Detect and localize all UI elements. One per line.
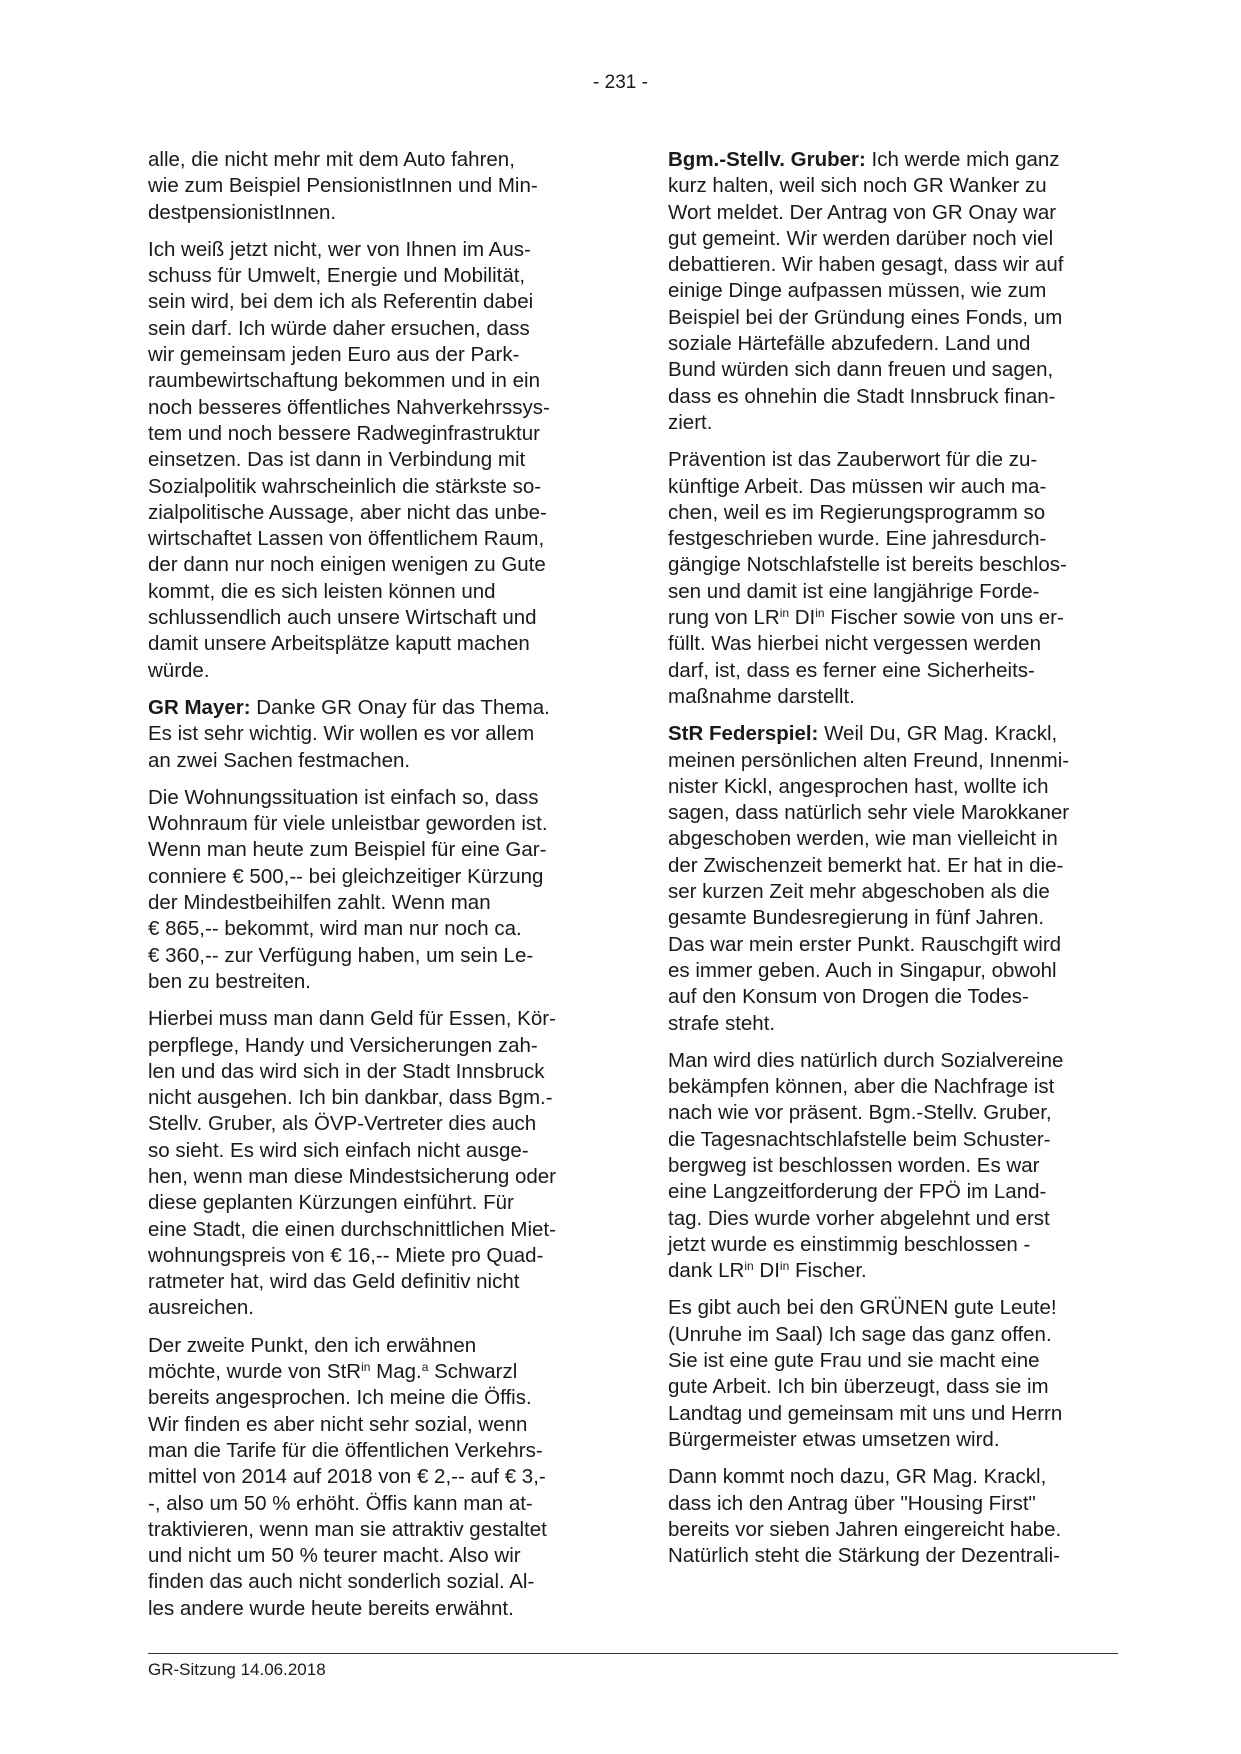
paragraph	[668, 1464, 1116, 1569]
text-line: wir gemeinsam jeden Euro aus der Park-	[148, 343, 520, 367]
text-line: bergweg ist beschlossen worden. Es war	[668, 1153, 1040, 1177]
text-line: sen und damit ist eine langjährige Forde-	[668, 579, 1040, 603]
text-line: möchte, wurde von StR$^{in}$ Mag.$^a$ Schwarzl	[148, 1360, 518, 1384]
text-line: tem und noch bessere Radweginfrastruktur	[148, 421, 540, 445]
paragraph	[668, 1295, 1116, 1453]
text-line: schuss für Umwelt, Energie und Mobilität,	[148, 264, 526, 288]
text-line: raumbewirtschaftung bekommen und in ein	[148, 369, 540, 393]
footer-session-date: GR-Sitzung 14.06.2018	[148, 1660, 326, 1679]
paragraph	[668, 447, 1116, 710]
text-line: ziert.	[668, 410, 713, 434]
paragraph	[668, 721, 1116, 1037]
text-line: gängige Notschlafstelle ist bereits beschlos-	[668, 553, 1067, 577]
paragraph	[148, 147, 596, 226]
text-line: sein wird, bei dem ich als Referentin dabei	[148, 290, 534, 314]
paragraph	[668, 147, 1116, 436]
text-line: destpensionistInnen.	[148, 200, 337, 224]
text-line: rung von $LR^{in}$ $DI^{in}$ Fischer sowie von uns er-	[668, 606, 1064, 630]
text-line: zialpolitische Aussage, aber nicht das unbe-	[148, 500, 547, 524]
text-line: wirtschaftet Lassen von öffentlichem Raum,	[148, 527, 545, 551]
text-line: strafe steht.	[668, 1011, 776, 1035]
text-line: les andere wurde heute bereits erwähnt.	[148, 1596, 514, 1620]
text-line: mittel von 2014 auf 2018 von € 2,-- auf € 3,-	[148, 1465, 546, 1489]
text-line: Der zweite Punkt, den ich erwähnen	[148, 1333, 477, 1357]
text-line: nach wie vor präsent. Bgm.-Stellv. Gruber,	[668, 1101, 1052, 1125]
text-line: Wohnraum für viele unleistbar geworden ist.	[148, 812, 548, 836]
speaker-name: GR Mayer:	[148, 695, 251, 719]
text-line: Ich weiß jetzt nicht, wer von Ihnen im Aus-	[148, 237, 531, 261]
text-line: Bürgermeister etwas umsetzen wird.	[668, 1427, 1000, 1451]
left-column	[148, 147, 596, 1633]
text-line: dank $LR^{in}$ $DI^{in}$ Fischer.	[668, 1259, 867, 1283]
text-line: eine Stadt, die einen durchschnittlichen Miet-	[148, 1217, 556, 1241]
text-line: hen, wenn man diese Mindestsicherung oder	[148, 1164, 556, 1188]
text-line: dass ich den Antrag über "Housing First"	[668, 1491, 1036, 1515]
paragraph	[148, 1333, 596, 1622]
text-line: ben zu bestreiten.	[148, 969, 311, 993]
footer-divider	[148, 1653, 1118, 1654]
text-line: sagen, dass natürlich sehr viele Marokkaner	[668, 801, 1070, 825]
right-column	[668, 147, 1116, 1580]
text-line: Bund würden sich dann freuen und sagen,	[668, 358, 1054, 382]
text-line: noch besseres öffentliches Nahverkehrssys-	[148, 395, 550, 419]
text-line: -, also um 50 % erhöht. Öffis kann man at-	[148, 1491, 533, 1515]
text-line: der Mindestbeihilfen zahlt. Wenn man	[148, 891, 491, 915]
paragraph	[148, 695, 596, 774]
text-line: Prävention ist das Zauberwort für die zu-	[668, 448, 1038, 472]
text-line: sein darf. Ich würde daher ersuchen, dass	[148, 316, 530, 340]
text-line: Landtag und gemeinsam mit uns und Herrn	[668, 1401, 1063, 1425]
text-line: künftige Arbeit. Das müssen wir auch ma-	[668, 474, 1047, 498]
text-line: eine Langzeitforderung der FPÖ im Land-	[668, 1180, 1047, 1204]
text-line: man die Tarife für die öffentlichen Verkehrs-	[148, 1438, 543, 1462]
text-line: bereits angesprochen. Ich meine die Öffis.	[148, 1386, 532, 1410]
text-line: es immer geben. Auch in Singapur, obwohl	[668, 958, 1057, 982]
text-line: Weil Du, GR Mag. Krackl,	[818, 722, 1058, 746]
speaker-name: Bgm.-Stellv. Gruber:	[668, 148, 866, 171]
text-line: diese geplanten Kürzungen einführt. Für	[148, 1191, 514, 1215]
text-line: finden das auch nicht sonderlich sozial. Al-	[148, 1570, 535, 1594]
text-line: Das war mein erster Punkt. Rauschgift wird	[668, 932, 1062, 956]
text-line: füllt. Was hierbei nicht vergessen werden	[668, 632, 1041, 656]
text-line: debattieren. Wir haben gesagt, dass wir auf	[668, 253, 1064, 277]
text-line: der dann nur noch einigen wenigen zu Gute	[148, 553, 546, 577]
speaker-name: StR Federspiel:	[668, 722, 819, 746]
text-line: gute Arbeit. Ich bin überzeugt, dass sie im	[668, 1375, 1049, 1399]
text-line: schlussendlich auch unsere Wirtschaft und	[148, 606, 537, 630]
text-line: tag. Dies wurde vorher abgelehnt und erst	[668, 1206, 1050, 1230]
text-line: darf, ist, dass es ferner eine Sicherheits-	[668, 658, 1035, 682]
text-line: nicht ausgehen. Ich bin dankbar, dass Bgm.-	[148, 1086, 553, 1110]
text-line: Stellv. Gruber, als ÖVP-Vertreter dies auch	[148, 1112, 537, 1136]
text-line: und nicht um 50 % teurer macht. Also wir	[148, 1544, 521, 1568]
text-line: festgeschrieben wurde. Eine jahresdurch-	[668, 527, 1047, 551]
text-line: soziale Härtefälle abzufedern. Land und	[668, 332, 1031, 356]
text-line: Sie ist eine gute Frau und sie macht eine	[668, 1349, 1040, 1373]
text-line: len und das wird sich in der Stadt Innsbruck	[148, 1059, 545, 1083]
page-number: - 231 -	[593, 72, 648, 93]
text-line: perpflege, Handy und Versicherungen zah-	[148, 1033, 538, 1057]
text-line: einsetzen. Das ist dann in Verbindung mit	[148, 448, 526, 472]
text-line: Hierbei muss man dann Geld für Essen, Kör-	[148, 1007, 556, 1031]
text-line: gut gemeint. Wir werden darüber noch viel	[668, 226, 1054, 250]
paragraph	[148, 785, 596, 995]
text-line: jetzt wurde es einstimmig beschlossen -	[668, 1232, 1031, 1256]
text-line: Danke GR Onay für das Thema.	[250, 695, 550, 719]
text-line: Wort meldet. Der Antrag von GR Onay war	[668, 200, 1057, 224]
text-line: alle, die nicht mehr mit dem Auto fahren,	[148, 148, 515, 171]
text-line: Wir finden es aber nicht sehr sozial, wenn	[148, 1412, 528, 1436]
text-line: traktivieren, wenn man sie attraktiv gestaltet	[148, 1517, 547, 1541]
text-line: € 360,-- zur Verfügung haben, um sein Le-	[148, 943, 534, 967]
text-line: kurz halten, weil sich noch GR Wanker zu	[668, 174, 1047, 198]
text-line: Natürlich steht die Stärkung der Dezentrali-	[668, 1544, 1060, 1568]
text-line: meinen persönlichen alten Freund, Innenmi-	[668, 748, 1070, 772]
text-line: Die Wohnungssituation ist einfach so, dass	[148, 785, 539, 809]
text-line: Ich werde mich ganz	[865, 148, 1060, 171]
text-line: Es gibt auch bei den GRÜNEN gute Leute!	[668, 1296, 1057, 1320]
text-line: ser kurzen Zeit mehr abgeschoben als die	[668, 880, 1050, 904]
text-line: abgeschoben werden, wie man vielleicht in	[668, 827, 1058, 851]
text-line: wohnungspreis von € 16,-- Miete pro Quad-	[148, 1243, 544, 1267]
text-line: gesamte Bundesregierung in fünf Jahren.	[668, 906, 1045, 930]
text-line: nister Kickl, angesprochen hast, wollte ich	[668, 774, 1049, 798]
text-line: Sozialpolitik wahrscheinlich die stärkste so-	[148, 474, 542, 498]
text-line: würde.	[148, 658, 210, 682]
text-line: Beispiel bei der Gründung eines Fonds, um	[668, 305, 1063, 329]
text-line: dass es ohnehin die Stadt Innsbruck finan-	[668, 384, 1056, 408]
text-line: Es ist sehr wichtig. Wir wollen es vor allem	[148, 722, 535, 746]
text-line: die Tagesnachtschlafstelle beim Schuster-	[668, 1127, 1051, 1151]
text-line: kommt, die es sich leisten können und	[148, 579, 496, 603]
text-line: conniere € 500,-- bei gleichzeitiger Kürzung	[148, 864, 544, 888]
text-line: ausreichen.	[148, 1296, 254, 1320]
text-line: (Unruhe im Saal) Ich sage das ganz offen.	[668, 1322, 1052, 1346]
text-line: der Zwischenzeit bemerkt hat. Er hat in die-	[668, 853, 1064, 877]
text-line: damit unsere Arbeitsplätze kaputt machen	[148, 632, 530, 656]
text-line: bekämpfen können, aber die Nachfrage ist	[668, 1075, 1055, 1099]
text-line: an zwei Sachen festmachen.	[148, 748, 411, 772]
paragraph	[148, 237, 596, 684]
paragraph	[148, 1006, 596, 1322]
text-line: ratmeter hat, wird das Geld definitiv nicht	[148, 1270, 520, 1294]
text-line: Dann kommt noch dazu, GR Mag. Krackl,	[668, 1465, 1047, 1489]
text-line: maßnahme darstellt.	[668, 684, 855, 708]
text-line: Wenn man heute zum Beispiel für eine Gar-	[148, 838, 547, 862]
text-line: so sieht. Es wird sich einfach nicht ausge-	[148, 1138, 529, 1162]
text-line: wie zum Beispiel PensionistInnen und Min-	[148, 174, 538, 198]
text-line: bereits vor sieben Jahren eingereicht habe.	[668, 1517, 1062, 1541]
paragraph	[668, 1048, 1116, 1285]
text-line: € 865,-- bekommt, wird man nur noch ca.	[148, 917, 522, 941]
text-line: Man wird dies natürlich durch Sozialvereine	[668, 1048, 1064, 1072]
text-line: chen, weil es im Regierungsprogramm so	[668, 500, 1046, 524]
text-line: einige Dinge aufpassen müssen, wie zum	[668, 279, 1047, 303]
text-line: auf den Konsum von Drogen die Todes-	[668, 985, 1029, 1009]
